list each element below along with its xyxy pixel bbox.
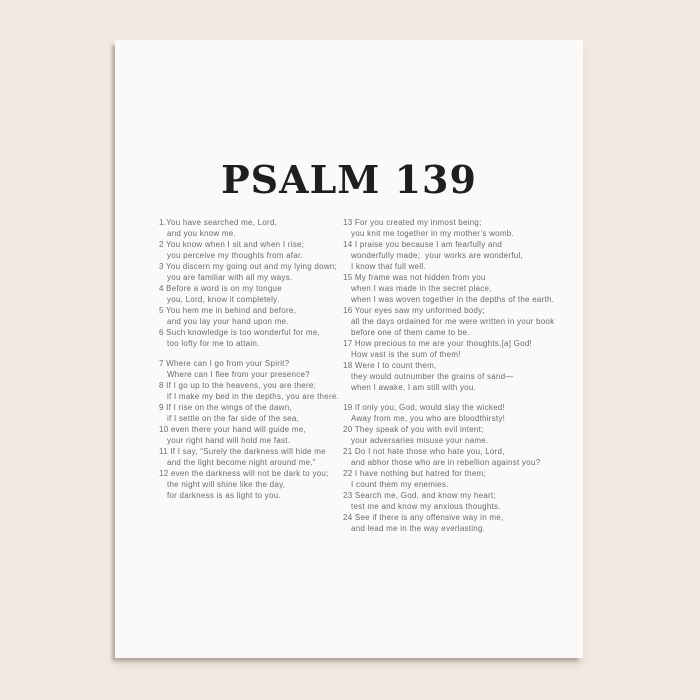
verse-line: 3 You discern my going out and my lying down;	[159, 262, 338, 271]
verse-line: 4 Before a word is on my tongue	[159, 284, 282, 293]
verse-line: 13 For you created my inmost being;	[343, 218, 482, 227]
verse-line: 21 Do I not hate those who hate you, Lord,	[343, 447, 505, 456]
verse-line: when I was made in the secret place,	[351, 284, 492, 293]
verse-line: test me and know my anxious thoughts.	[351, 502, 501, 511]
verse-line: if I settle on the far side of the sea,	[167, 414, 300, 423]
verse-line: 5 You hem me in behind and before,	[159, 306, 297, 315]
verse-line: wonderfully made; your works are wonderful,	[351, 251, 523, 260]
verse-line: for darkness is as light to you.	[167, 491, 281, 500]
stanza	[343, 402, 578, 534]
psalm-poster-paper	[115, 40, 583, 658]
verse-line: 17 How precious to me are your thoughts,[a] God!	[343, 339, 532, 348]
verse-line: before one of them came to be.	[351, 328, 470, 337]
verse-line: 20 They speak of you with evil intent;	[343, 425, 484, 434]
verse-line: you perceive my thoughts from afar.	[167, 251, 303, 260]
verse-line: your right hand will hold me fast.	[167, 436, 291, 445]
verse-line: Away from me, you who are bloodthirsty!	[351, 414, 506, 423]
psalm-title: PSALM 139	[221, 157, 477, 202]
verse-line: 2 You know when I sit and when I rise;	[159, 240, 305, 249]
verse-line: you are familiar with all my ways.	[167, 273, 293, 282]
verse-line: 23 Search me, God, and know my heart;	[343, 491, 496, 500]
verse-line: I count them my enemies.	[351, 480, 449, 489]
verse-line: and the light become night around me,”	[167, 458, 316, 467]
verse-line: 24 See if there is any offensive way in me,	[343, 513, 504, 522]
verse-line: 16 Your eyes saw my unformed body;	[343, 306, 485, 315]
verse-line: if I make my bed in the depths, you are there.	[167, 392, 340, 401]
verse-line: 22 I have nothing but hatred for them;	[343, 469, 486, 478]
verse-line: all the days ordained for me were written in your book	[351, 317, 555, 326]
verse-line: your adversaries misuse your name.	[351, 436, 489, 445]
verse-line: 9 If I rise on the wings of the dawn,	[159, 403, 292, 412]
verse-line: and you lay your hand upon me.	[167, 317, 289, 326]
verse-line: and abhor those who are in rebellion against you?	[351, 458, 541, 467]
verse-line: 6 Such knowledge is too wonderful for me,	[159, 328, 320, 337]
psalm-column-right	[343, 217, 578, 543]
verse-line: and you know me.	[167, 229, 236, 238]
verse-line: and lead me in the way everlasting.	[351, 524, 486, 533]
verse-line: 8 If I go up to the heavens, you are there;	[159, 381, 317, 390]
verse-line: 11 If I say, “Surely the darkness will hide me	[159, 447, 326, 456]
verse-line: you, Lord, know it completely.	[167, 295, 280, 304]
verse-line: I know that full well.	[351, 262, 426, 271]
verse-line: 7 Where can I go from your Spirit?	[159, 359, 290, 368]
verse-line: 10 even there your hand will guide me,	[159, 425, 306, 434]
verse-line: 14 I praise you because I am fearfully and	[343, 240, 503, 249]
verse-line: 12 even the darkness will not be dark to you;	[159, 469, 329, 478]
verse-line: the night will shine like the day,	[167, 480, 286, 489]
verse-line: they would outnumber the grains of sand—	[351, 372, 514, 381]
verse-line: 18 Were I to count them,	[343, 361, 437, 370]
stanza	[343, 217, 578, 393]
verse-line: 19 If only you, God, would slay the wicked!	[343, 403, 505, 412]
verse-line: too lofty for me to attain.	[167, 339, 260, 348]
verse-line: 15 My frame was not hidden from you	[343, 273, 486, 282]
verse-line: you knit me together in my mother’s womb.	[351, 229, 514, 238]
verse-line: when I awake, I am still with you.	[351, 383, 476, 392]
verse-line: when I was woven together in the depths of the earth.	[351, 295, 555, 304]
verse-line: How vast is the sum of them!	[351, 350, 461, 359]
verse-line: Where can I flee from your presence?	[167, 370, 310, 379]
verse-line: 1.You have searched me, Lord,	[159, 218, 278, 227]
